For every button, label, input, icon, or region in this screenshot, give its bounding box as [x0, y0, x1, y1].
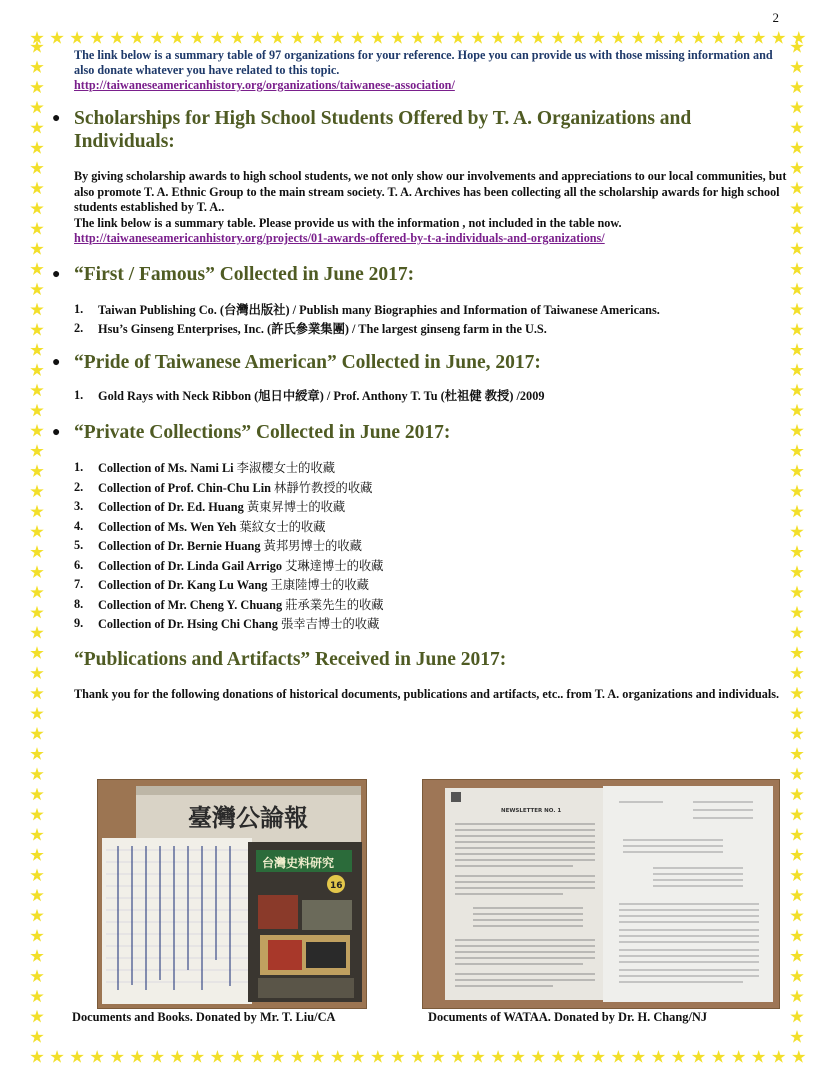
star-icon — [30, 464, 44, 478]
photo-area — [70, 779, 780, 1007]
star-icon — [130, 1050, 144, 1064]
list-item: 2. Collection of Prof. Chin-Chu Lin 林靜竹教授的收藏 — [74, 479, 373, 495]
star-icon — [790, 889, 804, 903]
private-heading — [52, 421, 787, 444]
star-icon — [790, 222, 804, 236]
list-item: 4. Collection of Ms. Wen Yeh 葉紋女士的收藏 — [74, 518, 326, 534]
star-icon — [790, 80, 804, 94]
star-icon — [571, 1050, 585, 1064]
documents-and-books-photo — [97, 779, 367, 1009]
star-icon — [531, 31, 545, 45]
organizations-link[interactable]: http://taiwaneseamericanhistory.org/organizations/taiwanese-association/ — [74, 78, 455, 92]
star-icon — [351, 1050, 365, 1064]
star-icon — [511, 31, 525, 45]
scholarships-title: Scholarships for High School Students Offered by T. A. Organizations and Individuals: — [74, 108, 692, 152]
star-icon — [790, 646, 804, 660]
star-icon — [331, 31, 345, 45]
star-icon — [651, 31, 665, 45]
star-icon — [790, 545, 804, 559]
star-icon — [790, 949, 804, 963]
star-icon — [251, 31, 265, 45]
star-icon — [491, 31, 505, 45]
list-item: 2. Hsu’s Ginseng Enterprises, Inc. (許氏參業集團) / The largest ginseng farm in the U.S. — [74, 321, 547, 336]
star-icon — [692, 31, 706, 45]
star-icon — [790, 303, 804, 317]
star-icon — [790, 808, 804, 822]
star-icon — [790, 323, 804, 337]
first-famous-heading — [52, 263, 787, 286]
star-icon — [30, 262, 44, 276]
star-icon — [411, 1050, 425, 1064]
star-icon — [30, 343, 44, 357]
star-icon — [790, 990, 804, 1004]
star-icon — [790, 1010, 804, 1024]
star-icon — [30, 202, 44, 216]
star-icon — [790, 747, 804, 761]
star-icon — [150, 31, 164, 45]
star-icon — [790, 181, 804, 195]
star-icon — [790, 848, 804, 862]
star-icon — [790, 666, 804, 680]
star-icon — [451, 31, 465, 45]
star-icon — [790, 727, 804, 741]
star-icon — [790, 687, 804, 701]
newsletter-header: NEWSLETTER NO. 1 — [501, 808, 562, 814]
star-icon — [271, 1050, 285, 1064]
star-icon — [431, 1050, 445, 1064]
star-icon — [391, 1050, 405, 1064]
star-icon — [790, 121, 804, 135]
star-icon — [30, 505, 44, 519]
star-icon — [30, 1030, 44, 1044]
page-number: 2 — [772, 10, 779, 25]
page-content — [52, 48, 787, 702]
star-icon — [790, 444, 804, 458]
star-icon — [30, 990, 44, 1004]
star-icon — [311, 1050, 325, 1064]
star-icon — [790, 282, 804, 296]
star-icon — [30, 565, 44, 579]
star-icon — [790, 242, 804, 256]
star-icon — [30, 363, 44, 377]
star-icon — [631, 1050, 645, 1064]
star-icon — [291, 1050, 305, 1064]
star-icon — [30, 444, 44, 458]
star-icon — [511, 1050, 525, 1064]
star-icon — [30, 828, 44, 842]
star-icon — [251, 1050, 265, 1064]
star-icon — [790, 404, 804, 418]
first-famous-list — [74, 300, 787, 339]
star-icon — [471, 1050, 485, 1064]
star-icon — [591, 1050, 605, 1064]
star-icon — [790, 707, 804, 721]
star-icon — [790, 343, 804, 357]
book-issue: 16 — [330, 881, 343, 891]
star-icon — [571, 31, 585, 45]
star-icon — [50, 31, 64, 45]
star-icon — [790, 585, 804, 599]
private-list — [74, 458, 787, 634]
intro-paragraph — [74, 48, 787, 93]
star-icon — [30, 1010, 44, 1024]
star-icon — [790, 788, 804, 802]
star-icon — [210, 1050, 224, 1064]
publications-heading — [74, 648, 787, 671]
publications-title: “Publications and Artifacts” Received in June 2017: — [74, 648, 507, 670]
star-icon — [790, 60, 804, 74]
star-icon — [210, 31, 224, 45]
star-icon — [790, 161, 804, 175]
star-icon — [790, 626, 804, 640]
star-border-left — [30, 40, 46, 1044]
star-icon — [90, 31, 104, 45]
star-icon — [631, 31, 645, 45]
publications-paragraph: Thank you for the following donations of historical documents, publications and artifacts, etc.. from T. A. organizations and individuals. — [74, 686, 780, 701]
star-icon — [110, 31, 124, 45]
list-item: 5. Collection of Dr. Bernie Huang 黃邦男博士的收藏 — [74, 538, 362, 553]
star-icon — [30, 606, 44, 620]
star-icon — [672, 1050, 686, 1064]
star-icon — [732, 31, 746, 45]
star-icon — [30, 101, 44, 115]
star-icon — [30, 282, 44, 296]
pride-list — [74, 386, 787, 406]
star-icon — [30, 484, 44, 498]
star-icon — [651, 1050, 665, 1064]
star-icon — [30, 788, 44, 802]
star-icon — [790, 606, 804, 620]
bullet-icon: ● — [52, 266, 61, 282]
star-icon — [491, 1050, 505, 1064]
star-icon — [790, 828, 804, 842]
star-icon — [130, 31, 144, 45]
list-item: 7. Collection of Dr. Kang Lu Wang 王康陸博士的收藏 — [74, 577, 369, 592]
star-icon — [190, 1050, 204, 1064]
scholarships-link[interactable]: http://taiwaneseamericanhistory.org/projects/01-awards-offered-by-t-a-individuals-and-organizations/ — [74, 231, 605, 245]
star-icon — [30, 121, 44, 135]
pride-heading — [52, 351, 787, 374]
scholarships-text: By giving scholarship awards to high school students, we not only show our involvements and appreciations to our local communities, but also promote T. A. Ethnic Group to the main stream society. T. A. Archives has been collecting all the scholarship awards for high school students established by T. A.. — [74, 169, 787, 214]
star-icon — [30, 141, 44, 155]
star-icon — [170, 31, 184, 45]
star-icon — [790, 101, 804, 115]
star-icon — [451, 1050, 465, 1064]
list-item: 1. Collection of Ms. Nami Li 李淑櫻女士的收藏 — [74, 460, 336, 475]
star-icon — [30, 383, 44, 397]
scholarships-heading — [52, 107, 787, 153]
star-icon — [70, 31, 84, 45]
star-icon — [471, 31, 485, 45]
star-icon — [790, 868, 804, 882]
star-border-top — [30, 31, 806, 47]
star-icon — [110, 1050, 124, 1064]
star-border-right — [790, 40, 806, 1044]
star-icon — [790, 262, 804, 276]
star-icon — [790, 141, 804, 155]
star-icon — [30, 767, 44, 781]
star-icon — [30, 747, 44, 761]
star-icon — [790, 1030, 804, 1044]
star-icon — [90, 1050, 104, 1064]
star-icon — [30, 626, 44, 640]
star-icon — [30, 1050, 44, 1064]
star-icon — [531, 1050, 545, 1064]
star-icon — [371, 1050, 385, 1064]
star-icon — [30, 80, 44, 94]
star-icon — [790, 464, 804, 478]
star-icon — [311, 31, 325, 45]
star-icon — [230, 1050, 244, 1064]
star-icon — [331, 1050, 345, 1064]
star-icon — [30, 323, 44, 337]
star-icon — [30, 40, 44, 54]
star-icon — [30, 222, 44, 236]
star-icon — [790, 909, 804, 923]
star-icon — [391, 31, 405, 45]
star-icon — [30, 525, 44, 539]
star-icon — [611, 1050, 625, 1064]
star-icon — [30, 929, 44, 943]
star-icon — [431, 31, 445, 45]
star-icon — [170, 1050, 184, 1064]
star-icon — [371, 31, 385, 45]
star-icon — [790, 383, 804, 397]
star-icon — [30, 727, 44, 741]
scholarships-paragraph — [74, 169, 787, 247]
star-icon — [30, 687, 44, 701]
star-icon — [291, 31, 305, 45]
newspaper-title: 臺灣公論報 — [188, 804, 308, 832]
star-icon — [30, 707, 44, 721]
star-icon — [712, 1050, 726, 1064]
star-icon — [790, 363, 804, 377]
star-icon — [732, 1050, 746, 1064]
star-icon — [30, 545, 44, 559]
star-icon — [790, 505, 804, 519]
star-icon — [30, 161, 44, 175]
star-icon — [30, 242, 44, 256]
scholarships-text-2: The link below is a summary table. Please provide us with the information , not included in the table now. — [74, 215, 622, 230]
star-icon — [551, 31, 565, 45]
star-icon — [30, 969, 44, 983]
list-item: 8. Collection of Mr. Cheng Y. Chuang 莊承業先生的收藏 — [74, 596, 384, 612]
star-icon — [591, 31, 605, 45]
star-icon — [30, 585, 44, 599]
list-item: 1. Gold Rays with Neck Ribbon (旭日中綬章) / Prof. Anthony T. Tu (杜祖健 教授) /2009 — [74, 387, 545, 403]
list-item: 3. Collection of Dr. Ed. Huang 黃東昇博士的收藏 — [74, 499, 346, 514]
star-icon — [30, 303, 44, 317]
star-icon — [150, 1050, 164, 1064]
photo-caption-1: Documents and Books. Donated by Mr. T. Liu/CA — [72, 1010, 336, 1024]
star-icon — [30, 60, 44, 74]
star-icon — [712, 31, 726, 45]
book-title: 台灣史料研究 — [262, 856, 335, 870]
star-icon — [611, 31, 625, 45]
star-icon — [70, 1050, 84, 1064]
list-item: 9. Collection of Dr. Hsing Chi Chang 張幸吉博士的收藏 — [74, 616, 380, 631]
star-icon — [790, 525, 804, 539]
star-icon — [30, 848, 44, 862]
star-icon — [351, 31, 365, 45]
star-icon — [551, 1050, 565, 1064]
star-icon — [411, 31, 425, 45]
star-icon — [752, 1050, 766, 1064]
list-item: 6. Collection of Dr. Linda Gail Arrigo 艾琳達博士的收藏 — [74, 557, 384, 573]
intro-text: The link below is a summary table of 97 organizations for your reference. Hope you can provide us with those missing information and also donate whatever you have related to this topic. — [74, 48, 773, 77]
bullet-icon: ● — [52, 354, 61, 370]
star-icon — [30, 889, 44, 903]
pride-title: “Pride of Taiwanese American” Collected in June, 2017: — [74, 351, 541, 373]
star-icon — [672, 31, 686, 45]
star-icon — [790, 767, 804, 781]
star-icon — [790, 202, 804, 216]
star-icon — [790, 484, 804, 498]
star-icon — [790, 565, 804, 579]
star-icon — [30, 646, 44, 660]
bullet-icon: ● — [52, 425, 61, 440]
star-icon — [30, 808, 44, 822]
star-icon — [50, 1050, 64, 1064]
star-icon — [790, 424, 804, 438]
star-icon — [30, 666, 44, 680]
star-icon — [792, 1050, 806, 1064]
star-icon — [30, 404, 44, 418]
star-border-bottom — [30, 1050, 806, 1066]
star-icon — [790, 40, 804, 54]
star-icon — [271, 31, 285, 45]
star-icon — [30, 424, 44, 438]
star-icon — [30, 909, 44, 923]
star-icon — [772, 1050, 786, 1064]
list-item: 1. Taiwan Publishing Co. (台灣出版社) / Publish many Biographies and Information of Taiwanese Americans. — [74, 301, 660, 317]
star-icon — [30, 181, 44, 195]
wataa-documents-photo — [422, 779, 780, 1009]
star-icon — [692, 1050, 706, 1064]
star-icon — [752, 31, 766, 45]
star-icon — [790, 969, 804, 983]
star-icon — [30, 868, 44, 882]
first-famous-title: “First / Famous” Collected in June 2017: — [74, 263, 415, 285]
star-icon — [790, 929, 804, 943]
star-icon — [190, 31, 204, 45]
photo-caption-2: Documents of WATAA. Donated by Dr. H. Chang/NJ — [428, 1010, 708, 1024]
star-icon — [30, 949, 44, 963]
bullet-icon: ● — [52, 111, 61, 126]
star-icon — [772, 31, 786, 45]
private-title: “Private Collections” Collected in June 2017: — [74, 422, 451, 443]
star-icon — [230, 31, 244, 45]
